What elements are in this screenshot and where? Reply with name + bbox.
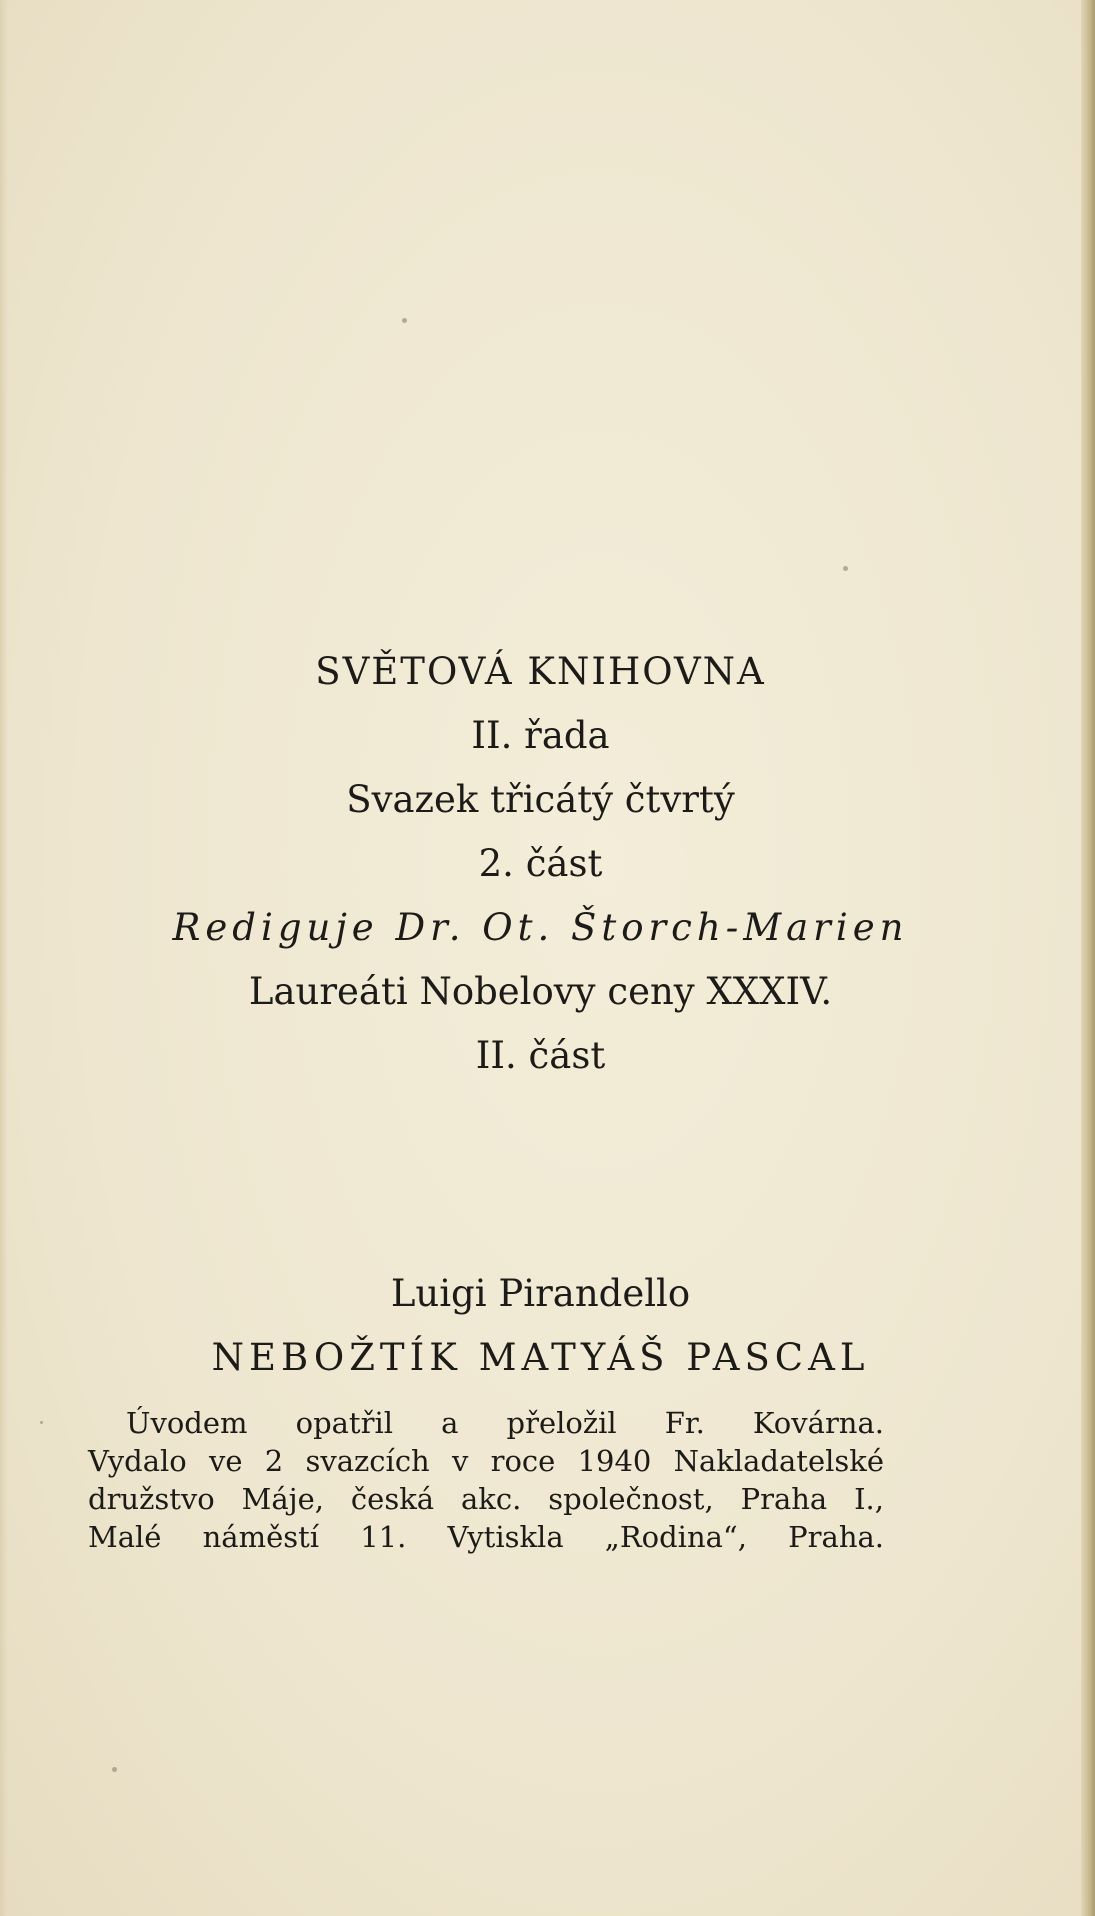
series-row: II. řada	[471, 714, 610, 757]
series-editor: Rediguje Dr. Ot. Štorch-Marien	[172, 906, 909, 949]
paper-speck	[112, 1767, 117, 1772]
imprint-line: Úvodem opatřil a přeložil Fr. Kovárna.	[126, 1406, 884, 1440]
work-info	[0, 1262, 1081, 1390]
work-author: Luigi Pirandello	[390, 1272, 691, 1315]
paper-speck	[843, 566, 848, 571]
page-right-edge	[1081, 0, 1095, 1916]
series-laureates: Laureáti Nobelovy ceny XXXIV.	[248, 970, 833, 1013]
work-title: NEBOŽTÍK MATYÁŠ PASCAL	[211, 1336, 870, 1379]
series-name: SVĚTOVÁ KNIHOVNA	[315, 650, 766, 693]
series-info	[0, 640, 1081, 1088]
series-laureates-part: II. část	[475, 1034, 606, 1077]
series-volume: Svazek třicátý čtvrtý	[346, 778, 735, 821]
imprint-line: Malé náměstí 11. Vytiskla „Rodina“, Praha.	[88, 1520, 884, 1554]
paper-speck	[40, 1421, 43, 1424]
imprint-line: družstvo Máje, česká akc. společnost, Praha I.,	[88, 1482, 884, 1516]
imprint-text	[88, 1404, 884, 1556]
imprint-line: Vydalo ve 2 svazcích v roce 1940 Nakladatelské	[88, 1444, 884, 1478]
series-part: 2. část	[478, 842, 603, 885]
paper-speck	[402, 318, 407, 323]
